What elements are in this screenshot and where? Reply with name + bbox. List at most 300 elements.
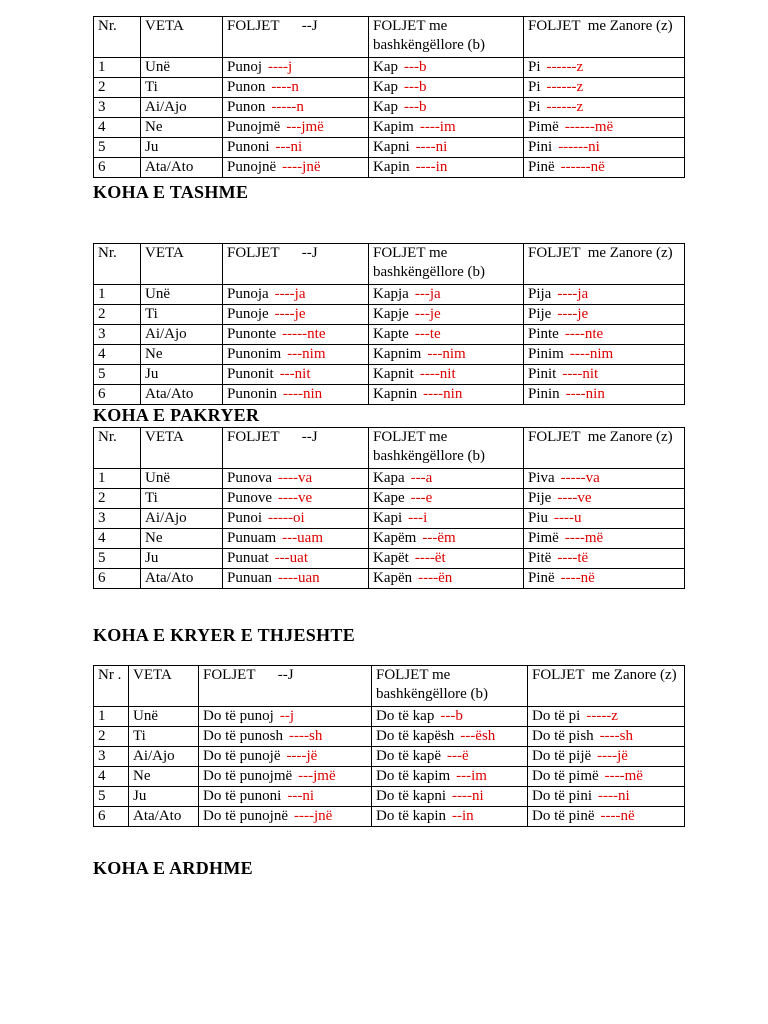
row-number-cell xyxy=(94,385,141,405)
suffix: ---jmë xyxy=(286,119,324,135)
verb-j-form: Punojmë xyxy=(227,119,281,135)
header-row xyxy=(94,244,685,285)
header-cell xyxy=(141,17,223,58)
verb-j-form: Do të punoni xyxy=(203,788,282,804)
suffix: ----nit xyxy=(419,366,456,382)
table-row xyxy=(94,707,685,727)
verb-z-form: Pitë xyxy=(528,550,552,566)
person-cell xyxy=(141,569,223,589)
verb-b-form: Kapim xyxy=(373,119,414,135)
verb-z-form: Do të pinë xyxy=(532,808,595,824)
row-number-cell xyxy=(94,707,129,727)
verb-b-form: Do të kapim xyxy=(376,768,451,784)
table-row xyxy=(94,509,685,529)
suffix: ----në xyxy=(560,570,595,586)
suffix: ----sh xyxy=(289,728,323,744)
suffix: ----jë xyxy=(286,748,318,764)
row-number-cell xyxy=(94,767,129,787)
verb-z-cell xyxy=(528,747,685,767)
person-cell xyxy=(141,305,223,325)
header-row xyxy=(94,428,685,469)
verb-z-form: Pija xyxy=(528,286,552,302)
table-row xyxy=(94,58,685,78)
row-number-cell xyxy=(94,727,129,747)
suffix: ----jnë xyxy=(293,808,333,824)
verb-z-cell xyxy=(524,78,685,98)
row-number: 2 xyxy=(98,79,106,95)
header-cell xyxy=(223,428,369,469)
person-label: Ju xyxy=(133,788,147,804)
person-cell xyxy=(141,118,223,138)
header-label: FOLJET --J xyxy=(203,667,294,683)
verb-b-form: Kapnim xyxy=(373,346,422,362)
verb-z-form: Do të pimë xyxy=(532,768,599,784)
verb-z-form: Pinit xyxy=(528,366,557,382)
verb-j-form: Do të punosh xyxy=(203,728,283,744)
row-number-cell xyxy=(94,569,141,589)
suffix: ----të xyxy=(557,550,589,566)
table-row xyxy=(94,787,685,807)
verb-b-form: Kapnin xyxy=(373,386,418,402)
verb-b-form: Kapët xyxy=(373,550,409,566)
suffix: ---ni xyxy=(275,139,303,155)
row-number: 1 xyxy=(98,470,106,486)
row-number: 2 xyxy=(98,728,106,744)
row-number: 3 xyxy=(98,326,106,342)
suffix: ------ni xyxy=(558,139,600,155)
table-row xyxy=(94,138,685,158)
verb-z-form: Pi xyxy=(528,99,541,115)
verb-j-form: Punova xyxy=(227,470,272,486)
verb-j-cell xyxy=(223,58,369,78)
verb-b-cell xyxy=(372,747,528,767)
suffix: ----ve xyxy=(278,490,313,506)
suffix: -----z xyxy=(586,708,618,724)
verb-j-form: Punoje xyxy=(227,306,269,322)
suffix: ----sh xyxy=(599,728,633,744)
suffix: ---te xyxy=(414,326,441,342)
header-label: VETA xyxy=(145,18,184,34)
person-label: Ne xyxy=(133,768,151,784)
person-label: Ai/Ajo xyxy=(145,326,187,342)
row-number: 5 xyxy=(98,139,106,155)
person-label: Ju xyxy=(145,550,159,566)
verb-b-cell xyxy=(369,489,524,509)
person-label: Ai/Ajo xyxy=(145,99,187,115)
person-label: Ai/Ajo xyxy=(133,748,175,764)
header-label: FOLJET me Zanore (z) xyxy=(528,429,673,445)
suffix: ------më xyxy=(564,119,614,135)
row-number-cell xyxy=(94,345,141,365)
conjugation-table-3 xyxy=(93,427,685,589)
person-label: Ne xyxy=(145,530,163,546)
verb-z-cell xyxy=(524,365,685,385)
suffix: ---nit xyxy=(279,366,311,382)
header-label: FOLJET me bashkëngëllore (b) xyxy=(376,667,489,702)
suffix: ---i xyxy=(408,510,428,526)
verb-j-cell xyxy=(223,489,369,509)
suffix: ----më xyxy=(564,530,604,546)
person-label: Ata/Ato xyxy=(133,808,182,824)
suffix: ---e xyxy=(410,490,433,506)
suffix: ---ëm xyxy=(422,530,456,546)
header-cell xyxy=(94,666,129,707)
verb-z-form: Pije xyxy=(528,490,552,506)
person-cell xyxy=(141,529,223,549)
verb-b-cell xyxy=(372,727,528,747)
row-number: 6 xyxy=(98,386,106,402)
verb-z-cell xyxy=(528,707,685,727)
header-cell xyxy=(141,428,223,469)
row-number-cell xyxy=(94,58,141,78)
suffix: ----je xyxy=(274,306,306,322)
verb-z-form: Pini xyxy=(528,139,553,155)
header-label: FOLJET me bashkëngëllore (b) xyxy=(373,18,486,53)
header-cell xyxy=(524,244,685,285)
header-cell xyxy=(524,17,685,58)
person-label: Ti xyxy=(133,728,146,744)
verb-j-form: Punonin xyxy=(227,386,278,402)
verb-b-cell xyxy=(369,569,524,589)
table-row xyxy=(94,365,685,385)
verb-b-cell xyxy=(369,509,524,529)
suffix: ---a xyxy=(410,470,433,486)
verb-j-cell xyxy=(199,707,372,727)
verb-z-form: Pimë xyxy=(528,119,559,135)
verb-b-cell xyxy=(369,345,524,365)
verb-j-cell xyxy=(223,138,369,158)
row-number: 5 xyxy=(98,788,106,804)
verb-z-cell xyxy=(524,509,685,529)
person-label: Ti xyxy=(145,490,158,506)
suffix: ------z xyxy=(546,99,584,115)
verb-b-cell xyxy=(372,767,528,787)
suffix: ---b xyxy=(404,99,427,115)
verb-z-cell xyxy=(524,58,685,78)
verb-b-cell xyxy=(369,118,524,138)
table-row xyxy=(94,305,685,325)
verb-z-cell xyxy=(524,138,685,158)
verb-j-cell xyxy=(199,727,372,747)
suffix: ---ë xyxy=(446,748,469,764)
table-row xyxy=(94,747,685,767)
suffix: -----va xyxy=(560,470,600,486)
suffix: ----ët xyxy=(414,550,446,566)
verb-z-form: Do të pini xyxy=(532,788,592,804)
suffix: ----më xyxy=(604,768,643,784)
suffix: ---b xyxy=(404,79,427,95)
row-number-cell xyxy=(94,78,141,98)
section-heading-kryer-thjeshte: KOHA E KRYER E THJESHTE xyxy=(93,625,356,645)
table-body xyxy=(94,428,685,589)
person-label: Unë xyxy=(145,470,170,486)
table-row xyxy=(94,78,685,98)
suffix: ----ën xyxy=(418,570,453,586)
table-row xyxy=(94,285,685,305)
suffix: -----nte xyxy=(282,326,326,342)
conjugation-table-2 xyxy=(93,243,685,405)
verb-j-form: Punonit xyxy=(227,366,274,382)
table-row xyxy=(94,569,685,589)
person-label: Ti xyxy=(145,306,158,322)
verb-b-cell xyxy=(369,325,524,345)
row-number: 6 xyxy=(98,159,106,175)
verb-b-form: Kap xyxy=(373,99,398,115)
verb-j-cell xyxy=(223,78,369,98)
verb-z-form: Do të pi xyxy=(532,708,581,724)
table-row xyxy=(94,489,685,509)
person-cell xyxy=(141,325,223,345)
header-cell xyxy=(141,244,223,285)
suffix: ----ve xyxy=(557,490,592,506)
verb-b-form: Kapën xyxy=(373,570,413,586)
verb-j-cell xyxy=(223,385,369,405)
verb-j-cell xyxy=(223,529,369,549)
verb-j-cell xyxy=(223,549,369,569)
verb-j-cell xyxy=(223,305,369,325)
person-cell xyxy=(141,58,223,78)
row-number-cell xyxy=(94,509,141,529)
verb-j-form: Do të punojmë xyxy=(203,768,293,784)
header-cell xyxy=(223,244,369,285)
verb-b-cell xyxy=(369,138,524,158)
table-row xyxy=(94,767,685,787)
verb-j-cell xyxy=(223,158,369,178)
header-label: VETA xyxy=(133,667,172,683)
verb-z-form: Piva xyxy=(528,470,555,486)
row-number: 5 xyxy=(98,550,106,566)
verb-z-form: Pinim xyxy=(528,346,564,362)
person-cell xyxy=(129,767,199,787)
row-number-cell xyxy=(94,98,141,118)
verb-b-cell xyxy=(372,807,528,827)
verb-b-form: Kapja xyxy=(373,286,409,302)
header-label: FOLJET me Zanore (z) xyxy=(532,667,677,683)
header-label: FOLJET me Zanore (z) xyxy=(528,18,673,34)
person-cell xyxy=(141,138,223,158)
verb-j-cell xyxy=(223,345,369,365)
verb-z-cell xyxy=(524,489,685,509)
suffix: ----nit xyxy=(562,366,599,382)
header-label: Nr . xyxy=(98,667,122,683)
verb-b-form: Do të kap xyxy=(376,708,435,724)
suffix: ----in xyxy=(415,159,448,175)
row-number-cell xyxy=(94,158,141,178)
suffix: ----nin xyxy=(565,386,605,402)
verb-z-form: Do të pish xyxy=(532,728,594,744)
verb-j-form: Punuan xyxy=(227,570,272,586)
verb-z-cell xyxy=(528,767,685,787)
verb-j-form: Punonte xyxy=(227,326,277,342)
verb-b-cell xyxy=(372,707,528,727)
verb-b-cell xyxy=(372,787,528,807)
verb-z-cell xyxy=(524,305,685,325)
row-number-cell xyxy=(94,747,129,767)
header-cell xyxy=(528,666,685,707)
row-number-cell xyxy=(94,489,141,509)
person-label: Ju xyxy=(145,366,159,382)
verb-b-cell xyxy=(369,365,524,385)
verb-z-form: Pinë xyxy=(528,159,555,175)
verb-b-form: Kap xyxy=(373,59,398,75)
verb-z-form: Pinë xyxy=(528,570,555,586)
suffix: ----ja xyxy=(557,286,589,302)
verb-j-form: Punoja xyxy=(227,286,269,302)
verb-z-cell xyxy=(524,285,685,305)
person-label: Ata/Ato xyxy=(145,159,194,175)
verb-j-cell xyxy=(199,787,372,807)
verb-z-form: Do të pijë xyxy=(532,748,592,764)
verb-z-cell xyxy=(524,325,685,345)
header-cell xyxy=(94,428,141,469)
verb-z-cell xyxy=(524,569,685,589)
suffix: ----nte xyxy=(564,326,604,342)
verb-j-form: Punon xyxy=(227,99,266,115)
section-heading-pakryer: KOHA E PAKRYER xyxy=(93,405,260,425)
verb-z-cell xyxy=(524,549,685,569)
row-number-cell xyxy=(94,285,141,305)
suffix: ---im xyxy=(456,768,487,784)
person-label: Ata/Ato xyxy=(145,570,194,586)
person-cell xyxy=(141,385,223,405)
suffix: ----j xyxy=(268,59,293,75)
suffix: ---nim xyxy=(287,346,326,362)
verb-b-form: Do të kapë xyxy=(376,748,441,764)
suffix: ----je xyxy=(557,306,589,322)
suffix: -----oi xyxy=(268,510,305,526)
person-cell xyxy=(141,158,223,178)
verb-b-form: Kapin xyxy=(373,159,410,175)
table-row xyxy=(94,98,685,118)
suffix: ----im xyxy=(419,119,456,135)
suffix: ----nin xyxy=(423,386,463,402)
table-body xyxy=(94,244,685,405)
verb-z-form: Piu xyxy=(528,510,549,526)
suffix: ---ësh xyxy=(460,728,496,744)
verb-j-cell xyxy=(199,807,372,827)
person-cell xyxy=(141,365,223,385)
header-label: FOLJET me bashkëngëllore (b) xyxy=(373,245,486,280)
person-cell xyxy=(129,707,199,727)
verb-b-form: Kapni xyxy=(373,139,410,155)
verb-j-form: Punuat xyxy=(227,550,269,566)
verb-z-cell xyxy=(528,807,685,827)
person-cell xyxy=(141,489,223,509)
header-cell xyxy=(129,666,199,707)
row-number: 4 xyxy=(98,119,106,135)
row-number-cell xyxy=(94,365,141,385)
table-row xyxy=(94,118,685,138)
header-label: Nr. xyxy=(98,245,117,261)
verb-b-cell xyxy=(369,385,524,405)
table-body xyxy=(94,17,685,178)
section-heading-ardhme: KOHA E ARDHME xyxy=(93,858,253,878)
header-cell xyxy=(369,244,524,285)
row-number: 5 xyxy=(98,366,106,382)
row-number-cell xyxy=(94,787,129,807)
conjugation-table-4 xyxy=(93,665,685,827)
person-label: Ne xyxy=(145,119,163,135)
verb-b-cell xyxy=(369,305,524,325)
verb-b-form: Kapte xyxy=(373,326,409,342)
verb-z-form: Pinin xyxy=(528,386,560,402)
row-number: 1 xyxy=(98,708,106,724)
suffix: ----ni xyxy=(598,788,630,804)
person-label: Unë xyxy=(133,708,158,724)
table-row xyxy=(94,469,685,489)
suffix: ---ja xyxy=(414,286,441,302)
table-body xyxy=(94,666,685,827)
person-label: Ne xyxy=(145,346,163,362)
verb-j-cell xyxy=(223,118,369,138)
header-cell xyxy=(369,17,524,58)
verb-j-cell xyxy=(199,767,372,787)
suffix: -----n xyxy=(271,99,304,115)
person-cell xyxy=(141,345,223,365)
verb-b-form: Kapnit xyxy=(373,366,414,382)
header-cell xyxy=(94,244,141,285)
verb-b-form: Do të kapin xyxy=(376,808,446,824)
row-number-cell xyxy=(94,118,141,138)
verb-j-cell xyxy=(223,325,369,345)
suffix: ---b xyxy=(440,708,463,724)
suffix: ----në xyxy=(600,808,635,824)
suffix: ---b xyxy=(404,59,427,75)
suffix: ----nim xyxy=(569,346,614,362)
person-cell xyxy=(141,78,223,98)
table-row xyxy=(94,345,685,365)
verb-b-cell xyxy=(369,285,524,305)
verb-b-cell xyxy=(369,529,524,549)
verb-z-form: Pinte xyxy=(528,326,559,342)
verb-j-cell xyxy=(223,98,369,118)
suffix: ----jë xyxy=(597,748,628,764)
suffix: ---nim xyxy=(427,346,466,362)
row-number-cell xyxy=(94,305,141,325)
header-label: Nr. xyxy=(98,429,117,445)
header-label: FOLJET me Zanore (z) xyxy=(528,245,673,261)
verb-b-cell xyxy=(369,469,524,489)
header-cell xyxy=(223,17,369,58)
header-label: FOLJET --J xyxy=(227,18,318,34)
row-number: 4 xyxy=(98,768,106,784)
row-number: 3 xyxy=(98,748,106,764)
verb-z-cell xyxy=(528,727,685,747)
row-number: 3 xyxy=(98,510,106,526)
verb-b-form: Kapje xyxy=(373,306,409,322)
person-label: Unë xyxy=(145,59,170,75)
verb-b-cell xyxy=(369,98,524,118)
verb-z-form: Pije xyxy=(528,306,552,322)
verb-b-form: Kape xyxy=(373,490,405,506)
verb-z-form: Pi xyxy=(528,59,541,75)
row-number-cell xyxy=(94,469,141,489)
verb-z-cell xyxy=(524,98,685,118)
suffix: ----u xyxy=(554,510,582,526)
verb-j-form: Punonim xyxy=(227,346,282,362)
person-cell xyxy=(129,787,199,807)
header-label: Nr. xyxy=(98,18,117,34)
suffix: ----jnë xyxy=(282,159,321,175)
suffix: ------në xyxy=(560,159,605,175)
verb-j-form: Punoi xyxy=(227,510,263,526)
row-number: 2 xyxy=(98,490,106,506)
person-label: Ju xyxy=(145,139,159,155)
row-number: 6 xyxy=(98,808,106,824)
header-row xyxy=(94,17,685,58)
row-number: 3 xyxy=(98,99,106,115)
verb-j-form: Punoj xyxy=(227,59,263,75)
